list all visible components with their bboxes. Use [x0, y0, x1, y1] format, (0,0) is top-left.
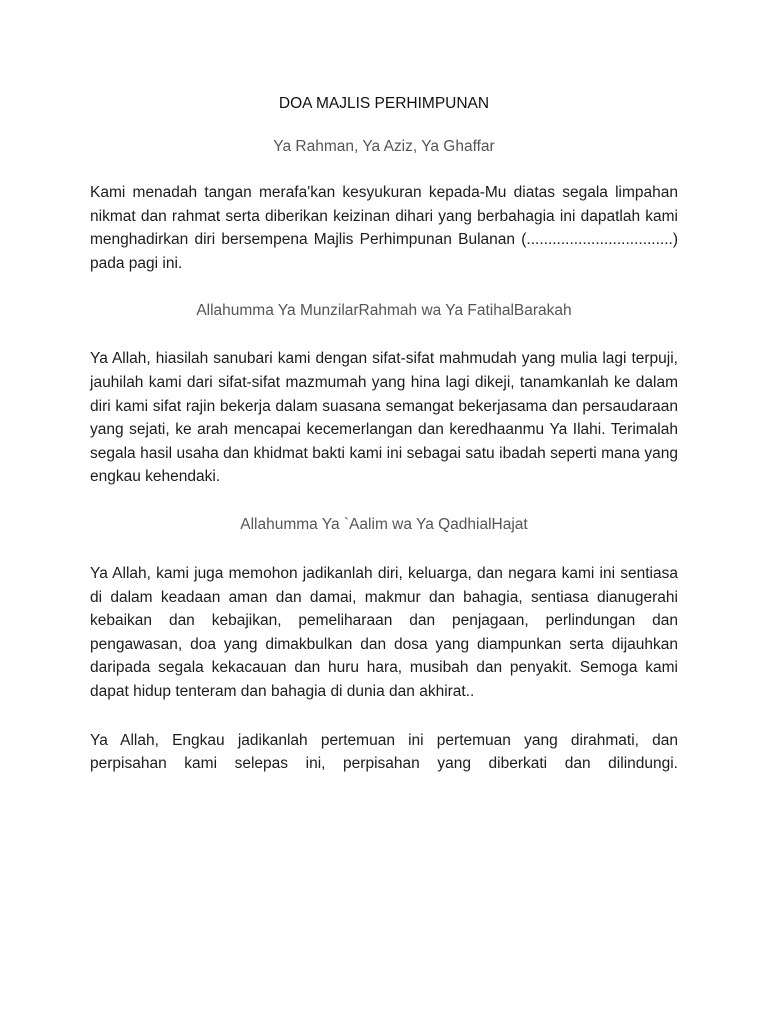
invocation-heading-3: Allahumma Ya `Aalim wa Ya QadhialHajat: [240, 515, 528, 533]
invocation-heading-1: Ya Rahman, Ya Aziz, Ya Ghaffar: [273, 138, 495, 155]
document-page: [90, 84, 678, 776]
prayer-paragraph-1: Kami menadah tangan merafa'kan kesyukuran kepada-Mu diatas segala limpahan nikmat dan rahmat serta diberikan keizinan dihari yang berbahagia ini dapatlah kami menghadirkan diri bersempena Majlis Perhimpunan Bulanan (..................................) pada pagi ini.: [90, 184, 678, 272]
prayer-paragraph-3: Ya Allah, kami juga memohon jadikanlah diri, keluarga, dan negara kami ini sentiasa di dalam keadaan aman dan damai, makmur dan bahagia, sentiasa dianugerahi kebaikan dan kebajikan, pemeliharaan dan penjagaan, perlindungan dan pengawasan, doa yang dimakbulkan dan dosa yang diampunkan serta dijauhkan daripada segala kekacauan dan huru hara, musibah dan penyakit. Semoga kami dapat hidup tenteram dan bahagia di dunia dan akhirat..: [90, 564, 678, 700]
prayer-paragraph-2: Ya Allah, hiasilah sanubari kami dengan sifat-sifat mahmudah yang mulia lagi terpuji, jauhilah kami dari sifat-sifat mazmumah yang hina lagi dikeji, tanamkanlah ke dalam diri kami sifat rajin bekerja dalam suasana semangat bekerjasama dan persaudaraan yang sejati, ke arah mencapai kecemerlangan dan keredhaanmu Ya Ilahi. Terimalah segala hasil usaha dan khidmat bakti kami ini sebagai satu ibadah seperti mana yang engkau kehendaki.: [90, 350, 678, 486]
document-title: DOA MAJLIS PERHIMPUNAN: [278, 95, 490, 112]
invocation-heading-2: Allahumma Ya MunzilarRahmah wa Ya FatihalBarakah: [196, 302, 572, 320]
prayer-paragraph-4: Ya Allah, Engkau jadikanlah pertemuan ini pertemuan yang dirahmati, dan perpisahan kami selepas ini, perpisahan yang diberkati dan dilindungi.: [90, 731, 678, 773]
